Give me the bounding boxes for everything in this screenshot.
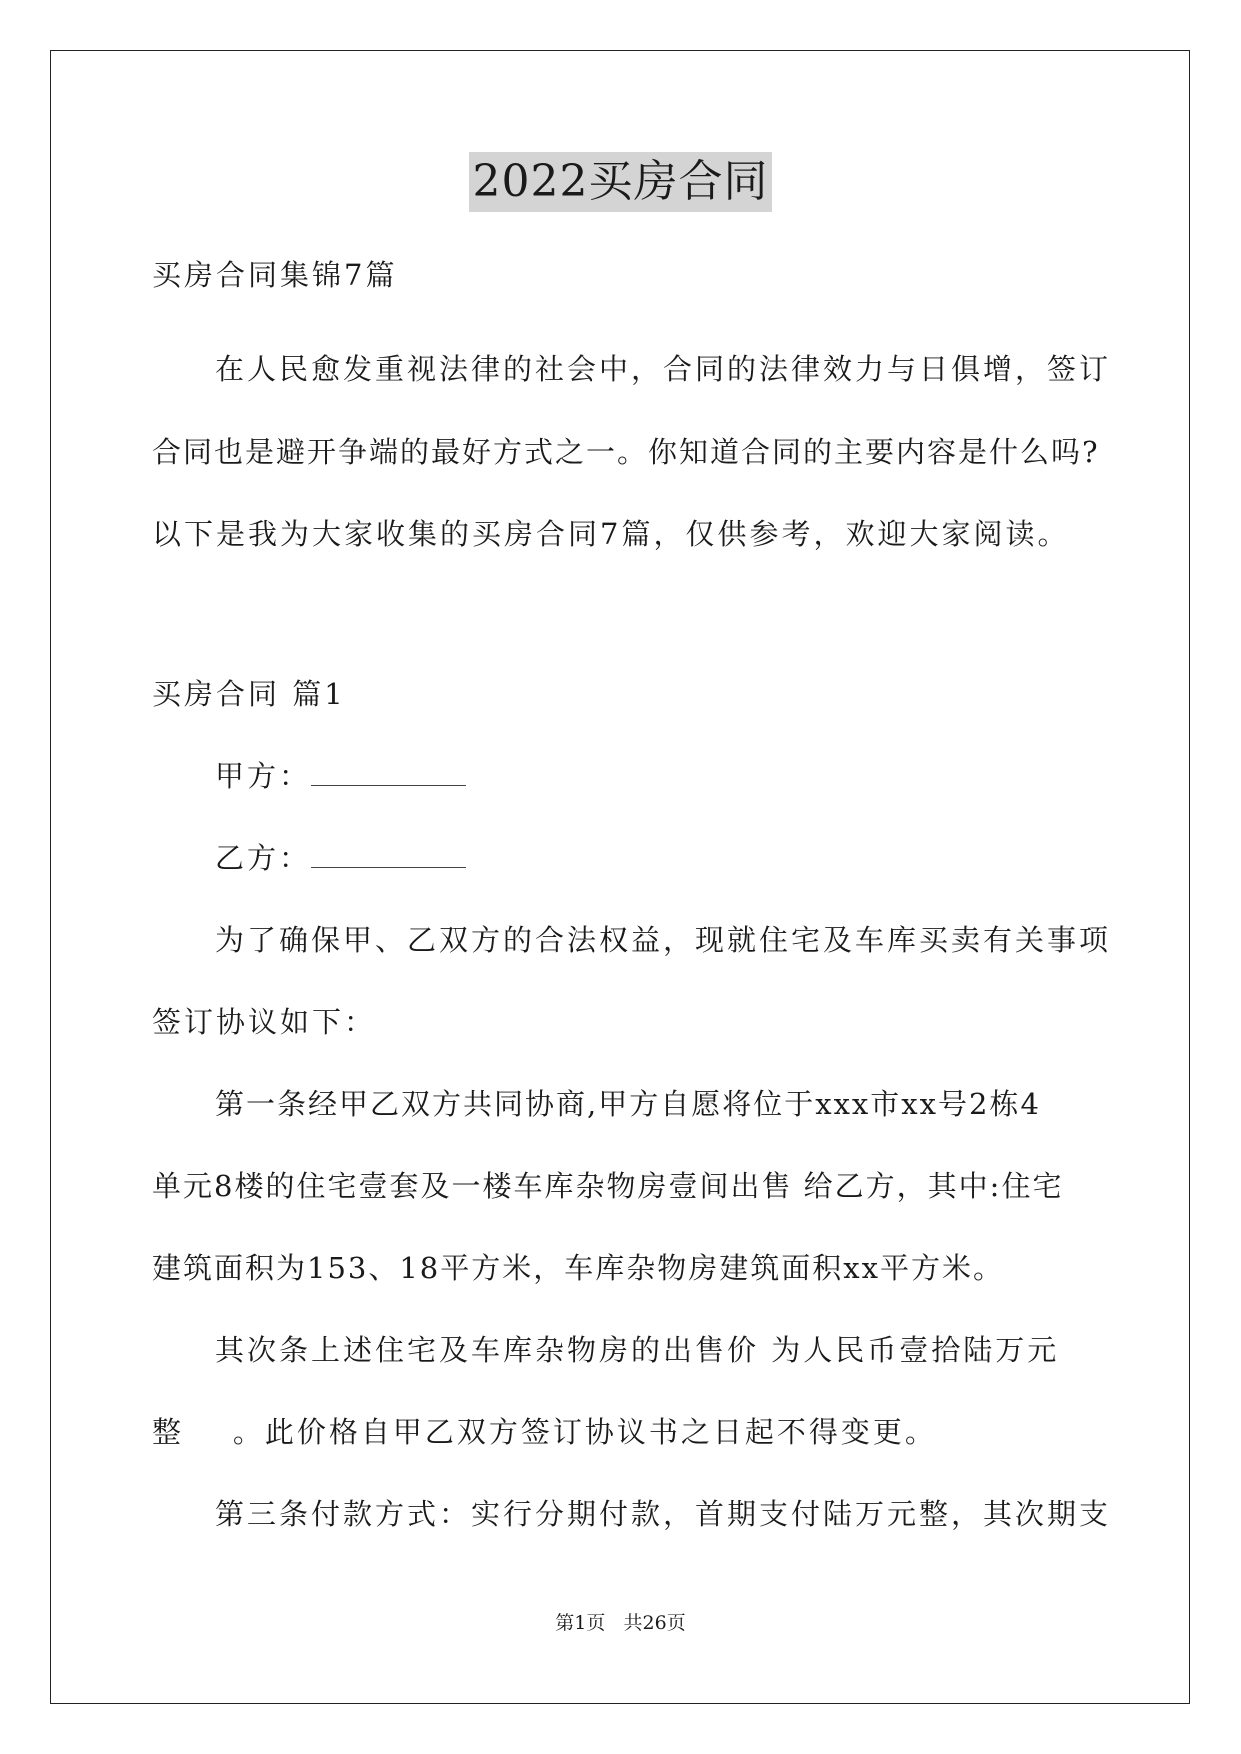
intro-line-3: 以下是我为大家收集的买房合同7篇，仅供参考，欢迎大家阅读。: [152, 517, 1070, 551]
party-b-line: [215, 838, 466, 878]
page-footer: [0, 1611, 1241, 1635]
section-heading: 买房合同 篇1: [152, 677, 346, 711]
party-a-line: [215, 756, 466, 796]
party-a-blank: [311, 759, 466, 786]
article-1-line-1: 第一条经甲乙双方共同协商,甲方自愿将位于xxx市xx号2栋4: [215, 1087, 1041, 1121]
article-2-line-1: 其次条上述住宅及车库杂物房的出售价 为人民币壹拾陆万元: [215, 1333, 1060, 1367]
document-title: 2022买房合同: [469, 152, 773, 212]
party-a-label: 甲方：: [215, 759, 312, 793]
article-1-line-3: 建筑面积为153、18平方米，车库杂物房建筑面积xx平方米。: [152, 1251, 1004, 1285]
intro-line-2: 合同也是避开争端的最好方式之一。你知道合同的主要内容是什么吗?: [152, 435, 1100, 469]
party-b-label: 乙方：: [215, 841, 312, 875]
party-b-blank: [311, 841, 466, 868]
article-1-line-2: 单元8楼的住宅壹套及一楼车库杂物房壹间出售 给乙方，其中:住宅: [152, 1169, 1064, 1203]
footer-prefix: 第: [555, 1612, 575, 1634]
footer-suffix: 页: [666, 1612, 686, 1634]
body-line-1: 为了确保甲、乙双方的合法权益，现就住宅及车库买卖有关事项: [215, 923, 1112, 957]
footer-total-pages: 26: [642, 1612, 667, 1634]
title-container: [0, 152, 1241, 212]
body-line-2: 签订协议如下：: [152, 1005, 377, 1039]
intro-line-1: 在人民愈发重视法律的社会中，合同的法律效力与日俱增，签订: [215, 352, 1112, 386]
article-2-line-2: 整 。此价格自甲乙双方签订协议书之日起不得变更。: [152, 1415, 937, 1449]
article-3-line-1: 第三条付款方式：实行分期付款，首期支付陆万元整，其次期支: [215, 1497, 1112, 1531]
footer-current-page: 1: [574, 1612, 587, 1634]
footer-mid: 页 共: [586, 1612, 643, 1634]
collection-heading: 买房合同集锦7篇: [152, 258, 398, 292]
